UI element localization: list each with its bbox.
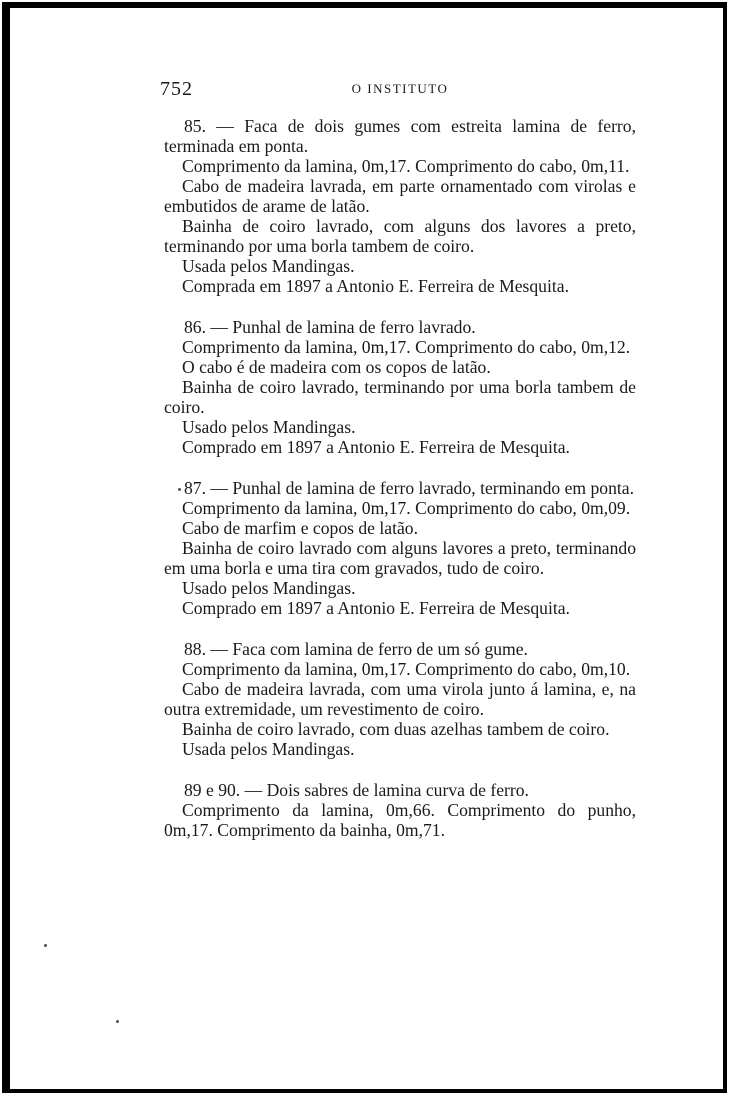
entry-paragraph: Usado pelos Mandingas.: [182, 578, 356, 598]
entry-paragraph: Usado pelos Mandingas.: [182, 417, 356, 437]
entry-paragraph: Comprimento da lamina, 0m,17. Comprimento do cabo, 0m,09.: [182, 498, 631, 518]
entry-paragraph: Comprimento da lamina, 0m,17. Comprimento do cabo, 0m,12.: [182, 337, 631, 357]
print-speck: [116, 1020, 119, 1023]
entry-paragraph: Comprimento da lamina, 0m,17. Comprimento do cabo, 0m,11.: [182, 156, 630, 176]
entry-paragraph: Usada pelos Mandingas.: [182, 739, 355, 759]
catalog-entry-87: [164, 478, 636, 618]
page-header: [160, 78, 636, 102]
entry-paragraph: Bainha de coiro lavrado com alguns lavores a preto, terminando em uma borla e uma tira com gravados, tudo de coiro.: [164, 538, 636, 578]
entry-title: 88. — Faca com lamina de ferro de um só gume.: [184, 639, 528, 659]
running-title: O INSTITUTO: [351, 81, 449, 96]
entry-paragraph: Bainha de coiro lavrado, com duas azelhas tambem de coiro.: [182, 719, 610, 739]
entry-paragraph: Cabo de madeira lavrada, em parte ornamentado com virolas e embutidos de arame de latão.: [164, 176, 636, 216]
document-page: [160, 78, 636, 861]
entry-paragraph: Comprada em 1897 a Antonio E. Ferreira de Mesquita.: [182, 276, 569, 296]
print-speck: [44, 944, 47, 947]
catalog-entry-86: [164, 317, 636, 457]
page-number: 752: [160, 78, 193, 100]
catalog-entry-88: [164, 639, 636, 759]
catalog-entry-89-90: [164, 780, 636, 840]
entry-paragraph: Bainha de coiro lavrado, terminando por uma borla tambem de coiro.: [164, 377, 636, 417]
entry-paragraph: Bainha de coiro lavrado, com alguns dos lavores a preto, terminando por uma borla tambem de coiro.: [164, 216, 636, 256]
entry-paragraph: Usada pelos Mandingas.: [182, 256, 355, 276]
entry-paragraph: Cabo de marfim e copos de latão.: [182, 518, 418, 538]
print-speck: [178, 488, 181, 491]
entry-paragraph: Comprado em 1897 a Antonio E. Ferreira de Mesquita.: [182, 598, 570, 618]
entry-paragraph: Comprimento da lamina, 0m,17. Comprimento do cabo, 0m,10.: [182, 659, 631, 679]
entry-paragraph: Comprado em 1897 a Antonio E. Ferreira de Mesquita.: [182, 437, 570, 457]
entry-title: 86. — Punhal de lamina de ferro lavrado.: [184, 317, 476, 337]
entry-title: 87. — Punhal de lamina de ferro lavrado, terminando em ponta.: [184, 478, 634, 498]
catalog-entry-85: [164, 116, 636, 296]
entry-title: 85. — Faca de dois gumes com estreita lamina de ferro, terminada em ponta.: [164, 116, 636, 156]
entry-paragraph: Cabo de madeira lavrada, com uma virola junto á lamina, e, na outra extremidade, um revestimento de coiro.: [164, 679, 636, 719]
entry-title: 89 e 90. — Dois sabres de lamina curva de ferro.: [184, 780, 529, 800]
entry-paragraph: O cabo é de madeira com os copos de latão.: [182, 357, 491, 377]
entry-paragraph: Comprimento da lamina, 0m,66. Comprimento do punho, 0m,17. Comprimento da bainha, 0m,71.: [164, 800, 636, 840]
